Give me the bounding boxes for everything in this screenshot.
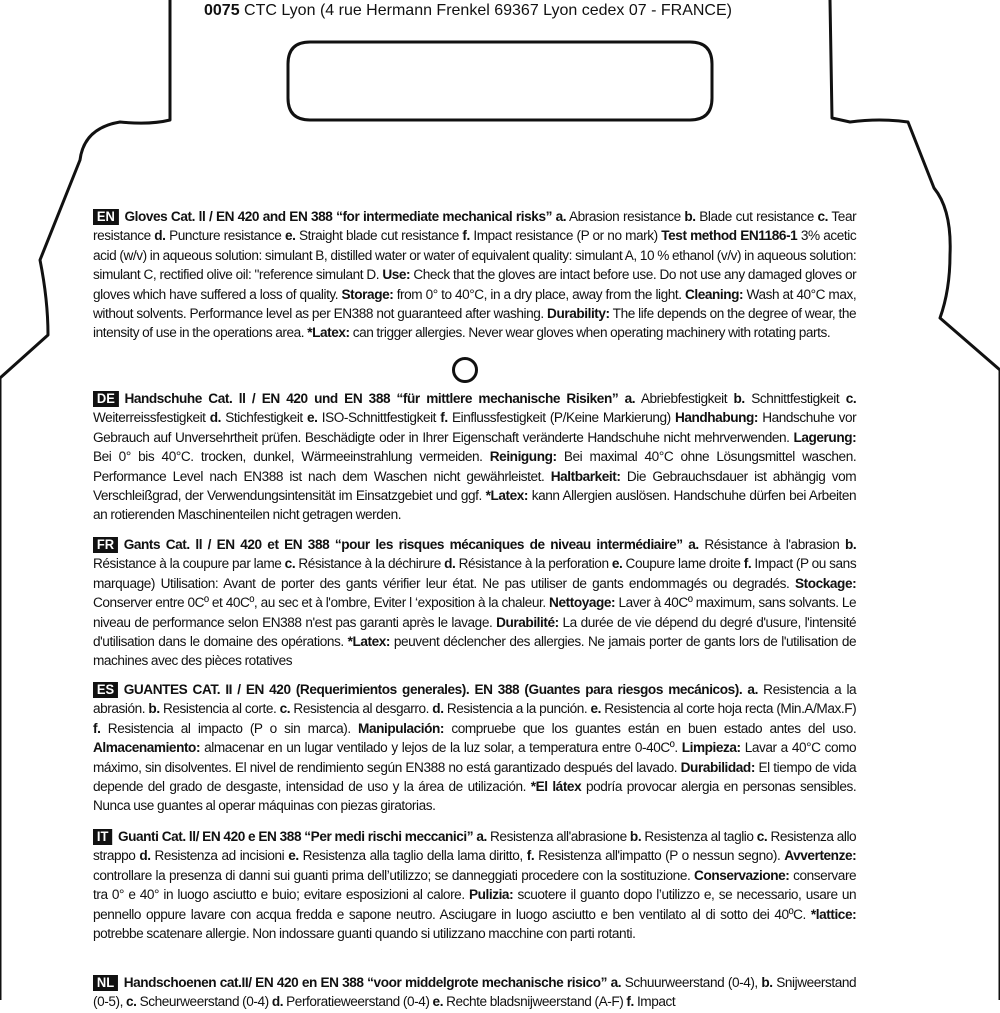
section-keyword: d.	[209, 410, 222, 427]
section-keyword: Gloves Cat. ll / EN 420 and EN 388 “for intermediate mechanical risks” a.	[124, 209, 567, 225]
section-keyword: d.	[444, 556, 456, 573]
section-keyword: d.	[271, 994, 284, 1011]
section-keyword: b.	[761, 975, 773, 991]
section-keyword: Handhabung:	[674, 410, 758, 427]
section-text: Scheurweerstand (0-4)	[136, 994, 272, 1011]
section-text: almacenar en un lugar ventilado y lejos de la luz solar, a temperatura entre 0-40Cº.	[200, 740, 682, 757]
section-text: Résistance à la perforation	[455, 556, 612, 573]
section-text: controllare la presenza di danni sui guanti prima dell’utilizzo; se danneggiati procedere con la sostituzione.	[93, 867, 695, 884]
section-keyword: Gants Cat. ll / EN 420 et EN 388 “pour les risques mécaniques de niveau intermédiaire” a.	[123, 537, 699, 553]
section-text: La durée de vie dépend du degré d'usure, l'intensité d'utilisation dans le domaine des opérations.	[93, 614, 857, 651]
section-text: ISO-Schnittfestigkeit	[317, 410, 441, 427]
section-text: Laver à 40Cº maximum, sans solvants. Le niveau de performance selon EN388 n'est pas garanti après le lavage.	[93, 595, 857, 631]
section-keyword: Conservazione:	[694, 867, 790, 884]
section-keyword: b.	[733, 391, 745, 407]
section-keyword: f.	[526, 848, 535, 865]
section-text: Check that the gloves are intact before use. Do not use any damaged gloves or gloves which have suffered a loss of quality.	[93, 267, 857, 303]
section-text: can trigger allergies. Never wear gloves when operating machinery with rotating parts.	[349, 325, 831, 342]
section-keyword: e.	[590, 701, 602, 718]
section-text: Wash at 40°C max, without solvents. Performance level as per EN388 not guaranteed after washing.	[93, 286, 857, 323]
section-keyword: d.	[154, 228, 166, 245]
section-keyword: Durability:	[547, 306, 610, 323]
section-text: Snijweerstand (0-5),	[93, 975, 857, 1011]
section-keyword: d.	[432, 701, 444, 718]
section-text: Rechte bladsnijweerstand (A-F)	[443, 994, 627, 1011]
section-keyword: e.	[284, 228, 296, 245]
section-keyword: c.	[756, 829, 768, 845]
company-address: (4 rue Hermann Frenkel 69367 Lyon cedex 07 - FRANCE)	[319, 2, 732, 19]
section-keyword: f.	[743, 556, 752, 573]
section-de	[93, 390, 856, 526]
section-text: Straight blade cut resistance	[295, 228, 463, 245]
section-text: Schuurweerstand (0-4),	[621, 975, 762, 991]
section-text: Coupure lame droite	[622, 556, 744, 573]
section-text: Schnittfestigkeit	[744, 391, 846, 407]
section-text: Tear resistance	[93, 209, 857, 245]
section-text: Perforatieweerstand (0-4)	[283, 994, 433, 1011]
section-text: peuvent déclencher des allergies. Ne jamais porter de gants lors de l'utilisation de machines avec des pièces rotatives	[93, 634, 857, 670]
section-keyword: *lattice:	[810, 906, 857, 923]
section-keyword: Durabilidad:	[680, 759, 755, 776]
section-keyword: c.	[817, 209, 829, 225]
section-text: kann Allergien auslösen. Handschuhe dürfen bei Arbeiten an rotierenden Maschinenteilen nicht getragen werden.	[93, 488, 857, 524]
section-keyword: Haltbarkeit:	[550, 468, 621, 485]
section-keyword: Handschoenen cat.II/ EN 420 en EN 388 “voor middelgrote mechanische risico” a.	[123, 975, 622, 991]
section-keyword: b.	[684, 209, 696, 225]
section-text: Resistencia al corte hoja recta (Min.A/Max.F)	[601, 701, 857, 718]
section-text: Bei maximal 40°C ohne Lösungsmittel waschen. Performance Level nach EN388 ist nach dem Waschen nicht gewährleistet.	[93, 449, 857, 485]
language-badge: DE	[93, 391, 119, 407]
section-keyword: Handschuhe Cat. ll / EN 420 und EN 388 “für mittlere mechanische Risiken” a.	[124, 391, 636, 407]
section-keyword: Limpieza:	[681, 740, 741, 757]
section-text: from 0° to 40°C, in a dry place, away from the light.	[393, 286, 685, 303]
section-text: potrebbe scatenare allergie. Non indossare guanti quando si utilizzano macchine con parti rotanti.	[93, 926, 636, 943]
section-text: Resistenza allo strappo	[93, 829, 857, 865]
hang-hole	[288, 42, 712, 120]
section-keyword: a.	[747, 682, 758, 698]
section-text: Resistencia a la abrasión.	[93, 682, 857, 718]
section-keyword: Lagerung:	[793, 429, 857, 446]
section-text: scuotere il guanto dopo l’utilizzo e, se necessario, usare un pennello oppure lavare con acqua fredda e sapone neutro. Asciugare in luogo asciutto e ben ventilato al di sotto dei 40ºC.	[93, 887, 857, 923]
section-text: Abriebfestigkeit	[635, 391, 734, 407]
section-es	[93, 681, 856, 817]
section-keyword: Use:	[382, 267, 411, 284]
section-keyword: Test method EN1186-1	[661, 228, 798, 245]
section-text: conservare tra 0° e 40° in luogo asciutto e buio; evitare esposizioni al calore.	[93, 867, 857, 904]
section-keyword: *El látex	[530, 779, 582, 796]
section-text: Weiterreissfestigkeit	[93, 410, 210, 427]
section-keyword: b.	[844, 537, 857, 553]
section-keyword: Almacenamiento:	[93, 740, 201, 757]
section-keyword: f.	[626, 994, 634, 1011]
language-badge: NL	[93, 975, 118, 991]
section-text: 3% acetic acid (w/v) in aqueous solution: simulant B, distilled water or water of equivalent quality: simulant A, 10 % ethanol (v/v) in aqueous solution: simulant C, rectified olive oil: "reference simulant D.	[93, 228, 857, 284]
section-keyword: Reinigung:	[489, 449, 557, 466]
section-keyword: Pulizia:	[468, 887, 514, 904]
section-text: Résistance à la coupure par lame	[93, 556, 285, 573]
section-text: Resistenza alla taglio della lama diritto,	[298, 848, 527, 865]
section-keyword: b.	[629, 829, 642, 845]
section-nl	[93, 974, 856, 1013]
section-text: Resistencia al impacto (P o sin marca).	[100, 720, 359, 737]
section-keyword: e.	[432, 994, 444, 1011]
section-text: Die Gebrauchsdauer ist abhängig vom Verschleißgrad, der Verwendungsintensität im Einsatzgebiet und ggf.	[93, 468, 857, 505]
section-keyword: Guanti Cat. ll/ EN 420 e EN 388 “Per medi rischi meccanici” a.	[117, 829, 487, 845]
section-keyword: Cleaning:	[684, 286, 744, 303]
certification-body-line	[204, 1, 904, 21]
section-text: Resistenza al taglio	[641, 829, 757, 845]
section-text: Résistance à l'abrasion	[698, 537, 845, 553]
section-keyword: Nettoyage:	[549, 595, 616, 612]
language-badge: ES	[93, 682, 118, 698]
section-text: Résistance à la déchirure	[295, 556, 445, 573]
section-text: Resistencia al corte.	[159, 701, 280, 718]
section-text: Conserver entre 0Cº et 40Cº, au sec et à l'ombre, Eviter l ‘exposition à la chaleur.	[93, 595, 550, 612]
section-keyword: f.	[93, 720, 101, 737]
section-text: Impact (P ou sans marquage) Utilisation: Avant de porter des gants vérifier leur état. Ne pas utiliser de gants endommagés ou degradés.	[93, 556, 857, 592]
language-badge: EN	[93, 209, 119, 225]
language-badge: FR	[93, 537, 118, 553]
section-keyword: d.	[139, 848, 151, 865]
section-keyword: e.	[288, 848, 299, 865]
section-text: Handschuhe vor Gebrauch auf Unversehrtheit prüfen. Beschädigte oder in Ihrer Eigenschaft veränderte Handschuhe nicht mehrverwenden.	[93, 410, 857, 446]
section-text: Einflussfestigkeit (P/Keine Markierung)	[447, 410, 675, 427]
section-text: El tiempo de vida depende del grado de desgaste, intensidad de uso y la área de utilización.	[93, 759, 857, 796]
notified-body-number: 0075	[204, 2, 240, 19]
section-keyword: f.	[462, 228, 470, 245]
section-text: Resistenza ad incisioni	[150, 848, 289, 865]
section-text: Impact resistance (P or no mark)	[469, 228, 662, 245]
section-text: The life depends on the degree of wear, the intensity of use in the operations area.	[93, 306, 857, 342]
section-keyword: Durabilité:	[496, 614, 559, 631]
section-text: Resistenza all'impatto (P o nessun segno).	[534, 848, 785, 865]
section-text: podría provocar alergia en personas sensibles. Nunca use guantes al operar máquinas con piezas giratorias.	[93, 779, 857, 815]
punch-hole-circle	[452, 357, 478, 383]
section-keyword: Manipulación:	[358, 720, 444, 737]
section-text: Puncture resistance	[165, 228, 285, 245]
language-badge: IT	[93, 829, 112, 845]
section-text: Resistencia a la punción.	[443, 701, 591, 718]
section-keyword: Storage:	[341, 286, 394, 303]
section-keyword: e.	[307, 410, 318, 427]
section-text: Impact	[633, 994, 676, 1011]
section-text: Bei 0° bis 40°C. trocken, dunkel, Wärmeeinstrahlung vermeiden.	[93, 449, 490, 466]
section-text: compruebe que los guantes están en buen estado antes del uso.	[444, 720, 857, 737]
section-keyword: c.	[845, 391, 857, 407]
section-keyword: f.	[440, 410, 448, 427]
section-keyword: GUANTES CAT. II / EN 420 (Requerimientos generales). EN 388 (Guantes para riesgos mecánicos).	[123, 682, 743, 698]
section-text: Blade cut resistance	[695, 209, 818, 225]
section-text: Resistenza all'abrasione	[486, 829, 630, 845]
section-keyword: c.	[279, 701, 291, 718]
company-name: CTC Lyon	[244, 2, 316, 19]
section-keyword: b.	[148, 701, 160, 718]
section-fr	[93, 536, 856, 672]
section-keyword: *Latex:	[347, 634, 391, 651]
section-text: Stichfestigkeit	[221, 410, 308, 427]
section-keyword: *Latex:	[307, 325, 350, 342]
section-keyword: e.	[611, 556, 623, 573]
section-en	[93, 208, 856, 344]
section-keyword: Stockage:	[794, 575, 857, 592]
section-keyword: *Latex:	[485, 488, 529, 505]
section-keyword: Avvertenze:	[784, 848, 857, 865]
section-keyword: c.	[126, 994, 137, 1011]
section-it	[93, 828, 856, 944]
section-text: Lavar a 40°C como máximo, sin disolventes. El nivel de rendimiento según EN388 no está garantizado después del lavado.	[93, 740, 857, 776]
section-text: Resistencia al desgarro.	[290, 701, 433, 718]
section-keyword: c.	[284, 556, 296, 573]
section-text: Abrasion resistance	[566, 209, 685, 225]
